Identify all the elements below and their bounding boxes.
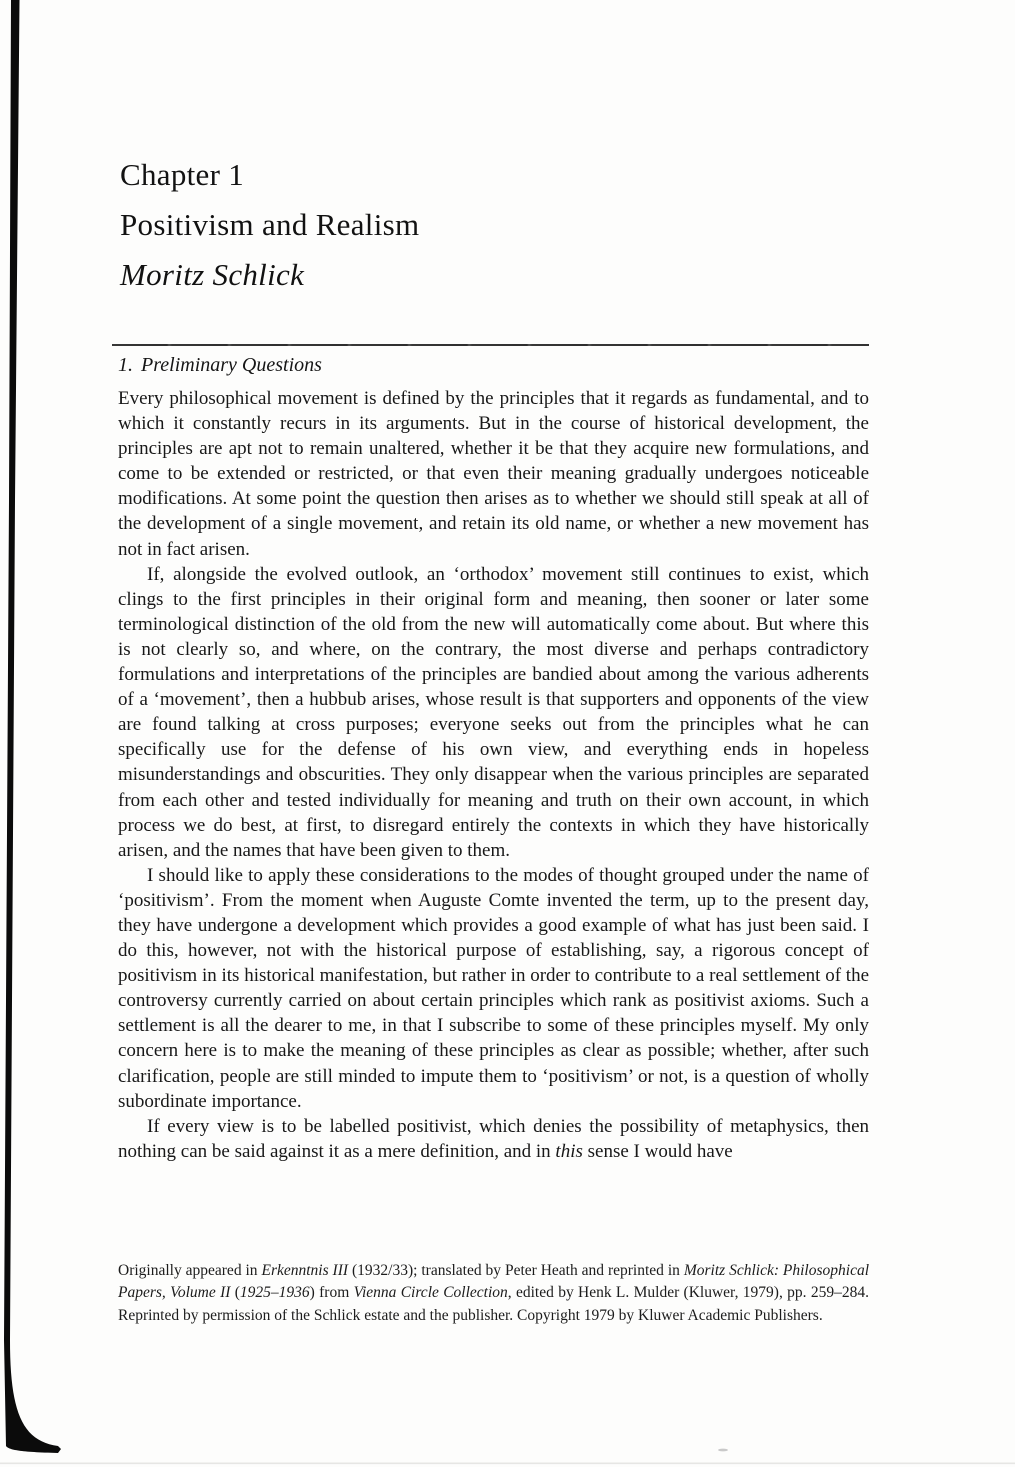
italic-text-run: Vienna Circle Collection [353, 1284, 508, 1302]
text-run: Every philosophical movement is defined by the principles that it regards as fundamental, and to which it constantly recurs in its arguments. But in the course of historical development, the principles are apt not to remain unaltered, whether it be that they acquire new formulations, and come to be extended or restricted, or that even their meaning gradually undergoes noticeable modifications. At some point the question then arises as to whether we should still speak at all of the development of a single movement, and retain its old name, or whether a new movement has not in fact arisen. [118, 388, 869, 560]
section-title: Preliminary Questions [141, 354, 322, 376]
chapter-label: Chapter 1 [120, 157, 245, 192]
author-name: Moritz Schlick [120, 257, 305, 292]
paragraph [118, 1114, 869, 1164]
text-run: (1932/33); translated by Peter Heath and reprinted in [348, 1262, 684, 1279]
paragraph [118, 863, 869, 1114]
bottom-scan-edge [0, 1463, 1015, 1465]
left-binding-stripe [4, 0, 61, 1453]
text-run: If, alongside the evolved outlook, an ‘orthodox’ movement still continues to exist, which clings to the first principles in their original form and meaning, then sooner or later some terminological distinction of the old from the new will automatically come about. But where this is not clearly so, and where, on the contrary, the most diverse and perhaps contradictory formulations and interpretations of the principles are bandied about among the various adherents of a ‘movement’, then a hubbub arises, whose result is that supporters and opponents of the view are found talking at cross purposes; everyone seeks out from the principles what he can specifically use for the defense of his own view, and everything ends in hopeless misunderstandings and obscurities. They only disappear when the various principles are separated from each other and tested individually for meaning and truth on their own account, in which process we do best, at first, to disregard entirely the contexts in which they have historically arisen, and the names that have been given to them. [118, 563, 869, 861]
paragraph [118, 562, 869, 863]
body-paragraphs [118, 386, 869, 1164]
footnote [118, 1260, 869, 1327]
text-run: If every view is to be labelled positivist, which denies the possibility of metaphysics, then nothing can be said against it as a mere definition, and in [118, 1115, 869, 1162]
section-heading [118, 352, 322, 378]
section-divider-rule [112, 344, 869, 346]
text-run: Originally appeared in [118, 1262, 262, 1279]
text-run: , edited by Henk L. Mulder (Kluwer, 1979), pp. 259–284. Reprinted by permission of the Schlick estate and the publisher. Copyright 1979 by Kluwer Academic Publishers. [118, 1284, 869, 1324]
text-run: I should like to apply these considerations to the modes of thought grouped under the name of ‘positivism’. From the moment when Auguste Comte invented the term, up to the present day, they have undergone a development which provides a good example of what has just been said. I do this, however, not with the historical purpose of establishing, say, a rigorous concept of positivism in its historical manifestation, but rather in order to contribute to a real settlement of the controversy currently carried on about certain principles which rank as positivist axioms. Such a settlement is all the dearer to me, in that I subscribe to some of these principles myself. My only concern here is to make the meaning of these principles as clear as possible; whether, after such clarification, people are still minded to impute them to ‘positivism’ or not, is a question of wholly subordinate importance. [118, 864, 869, 1112]
italic-text-run: Moritz Schlick: Philosophical Papers, Volume II [118, 1262, 870, 1302]
scan-smudge [718, 1449, 728, 1452]
italic-text-run: 1925–1936 [239, 1284, 310, 1302]
section-number: 1. [118, 354, 133, 376]
italic-text-run: Erkenntnis III [261, 1262, 349, 1279]
text-run: ( [230, 1284, 240, 1302]
paragraph [118, 386, 869, 562]
page-title: Positivism and Realism [120, 207, 420, 242]
text-run: sense I would have [582, 1140, 733, 1162]
text-run: ) from [309, 1284, 354, 1302]
chapter-header [120, 150, 419, 300]
italic-text-run: this [555, 1140, 583, 1162]
